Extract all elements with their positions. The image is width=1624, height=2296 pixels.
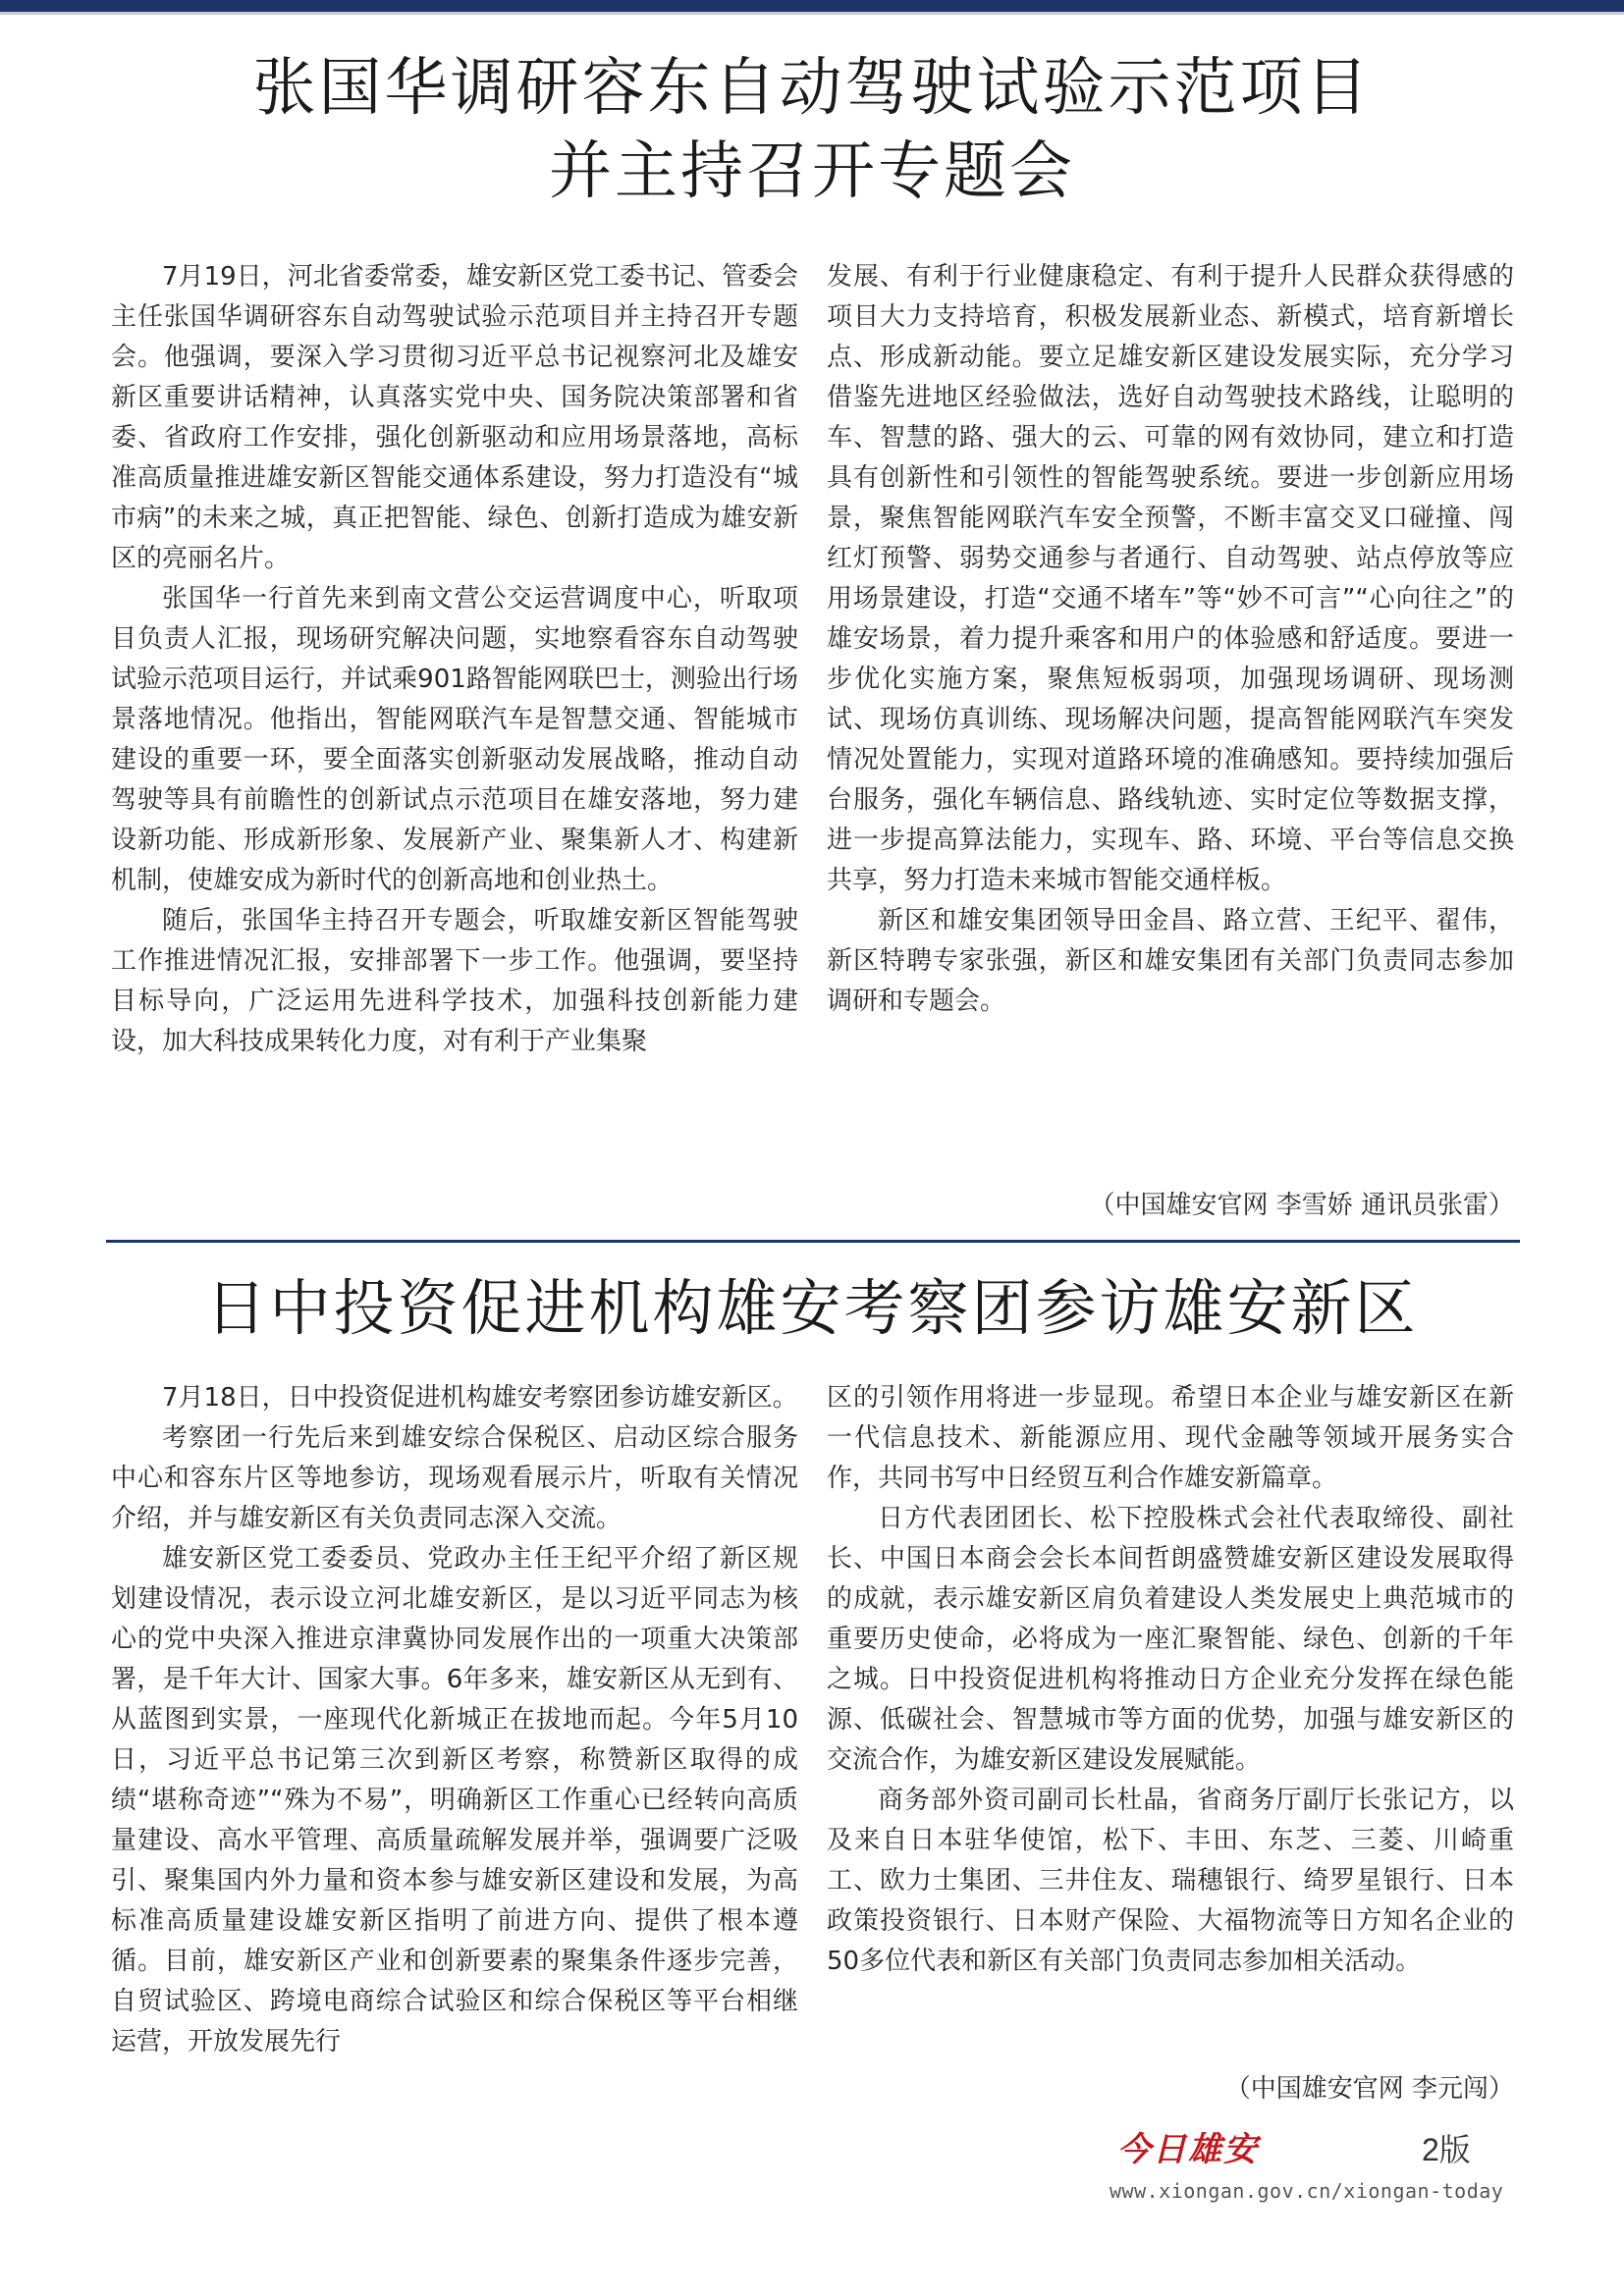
top-banner-bar xyxy=(0,0,1624,12)
article2-paragraph: 7月18日，日中投资促进机构雄安考察团参访雄安新区。 xyxy=(162,1383,798,1413)
article1-right-column xyxy=(827,257,1514,1022)
article2-title: 日中投资促进机构雄安考察团参访雄安新区 xyxy=(205,1272,1419,1344)
article1-title-line1: 张国华调研容东自动驾驶试验示范项目 xyxy=(252,52,1372,125)
article1-title-line2: 并主持召开专题会 xyxy=(549,135,1075,208)
article2-right-column xyxy=(827,1378,1514,1982)
article1-paragraph: 新区和雄安集团领导田金昌、路立营、王纪平、翟伟，新区特聘专家张强，新区和雄安集团有关部门负责同志参加调研和专题会。 xyxy=(827,906,1514,1016)
article1-credit: （中国雄安官网 李雪娇 通讯员张雷） xyxy=(1089,1191,1514,1220)
article2-paragraph-continued: 区的引领作用将进一步显现。希望日本企业与雄安新区在新一代信息技术、新能源应用、现代金融等领域开展务实合作，共同书写中日经贸互利合作雄安新篇章。 xyxy=(827,1383,1514,1493)
website-url: www.xiongan.gov.cn/xiongan-today xyxy=(1110,2179,1504,2203)
article2-paragraph: 日方代表团团长、松下控股株式会社代表取缔役、副社长、中国日本商会会长本间哲朗盛赞雄安新区建设发展取得的成就，表示雄安新区肩负着建设人类发展史上典范城市的重要历史使命，必将成为一座汇聚智能、绿色、创新的千年之城。日中投资促进机构将推动日方企业充分发挥在绿色能源、低碳社会、智慧城市等方面的优势，加强与雄安新区的交流合作，为雄安新区建设发展赋能。 xyxy=(827,1504,1514,1775)
article2-paragraph: 商务部外资司副司长杜晶，省商务厅副厅长张记方，以及来自日本驻华使馆，松下、丰田、东芝、三菱、川崎重工、欧力士集团、三井住友、瑞穗银行、绮罗星银行、日本政策投资银行、日本财产保险、大福物流等日方知名企业的50多位代表和新区有关部门负责同志参加相关活动。 xyxy=(827,1786,1514,1976)
newspaper-logo: 今日雄安 xyxy=(1117,2130,1259,2169)
article1-paragraph: 7月19日，河北省委常委，雄安新区党工委书记、管委会主任张国华调研容东自动驾驶试验示范项目并主持召开专题会。他强调，要深入学习贯彻习近平总书记视察河北及雄安新区重要讲话精神，认真落实党中央、国务院决策部署和省委、省政府工作安排，强化创新驱动和应用场景落地，高标准高质量推进雄安新区智能交通体系建设，努力打造没有“城市病”的未来之城，真正把智能、绿色、创新打造成为雄安新区的亮丽名片。 xyxy=(111,262,798,573)
article1-left-column xyxy=(111,257,798,1062)
article2-paragraph: 雄安新区党工委委员、党政办主任王纪平介绍了新区规划建设情况，表示设立河北雄安新区，是以习近平同志为核心的党中央深入推进京津冀协同发展作出的一项重大决策部署，是千年大计、国家大事。6年多来，雄安新区从无到有、从蓝图到实景，一座现代化新城正在拔地而起。今年5月10日，习近平总书记第三次到新区考察，称赞新区取得的成绩“堪称奇迹”“殊为不易”，明确新区工作重心已经转向高质量建设、高水平管理、高质量疏解发展并举，强调要广泛吸引、聚集国内外力量和资本参与雄安新区建设和发展，为高标准高质量建设雄安新区指明了前进方向、提供了根本遵循。目前，雄安新区产业和创新要素的聚集条件逐步完善，自贸试验区、跨境电商综合试验区和综合保税区等平台相继运营，开放发展先行 xyxy=(111,1544,798,2056)
article2-left-column xyxy=(111,1378,798,2062)
top-banner-underline xyxy=(0,12,1624,15)
page-number: 2版 xyxy=(1422,2132,1471,2167)
article2-credit: （中国雄安官网 李元闯） xyxy=(1224,2074,1514,2104)
article2-paragraph: 考察团一行先后来到雄安综合保税区、启动区综合服务中心和容东片区等地参访，现场观看展示片，听取有关情况介绍，并与雄安新区有关负责同志深入交流。 xyxy=(111,1423,798,1533)
article1-paragraph: 张国华一行首先来到南文营公交运营调度中心，听取项目负责人汇报，现场研究解决问题，实地察看容东自动驾驶试验示范项目运行，并试乘901路智能网联巴士，测验出行场景落地情况。他指出，智能网联汽车是智慧交通、智能城市建设的重要一环，要全面落实创新驱动发展战略，推动自动驾驶等具有前瞻性的创新试点示范项目在雄安落地，努力建设新功能、形成新形象、发展新产业、聚集新人才、构建新机制，使雄安成为新时代的创新高地和创业热土。 xyxy=(111,584,798,895)
article1-paragraph-continued: 发展、有利于行业健康稳定、有利于提升人民群众获得感的项目大力支持培育，积极发展新业态、新模式，培育新增长点、形成新动能。要立足雄安新区建设发展实际，充分学习借鉴先进地区经验做法，选好自动驾驶技术路线，让聪明的车、智慧的路、强大的云、可靠的网有效协同，建立和打造具有创新性和引领性的智能驾驶系统。要进一步创新应用场景，聚焦智能网联汽车安全预警，不断丰富交叉口碰撞、闯红灯预警、弱势交通参与者通行、自动驾驶、站点停放等应用场景建设，打造“交通不堵车”等“妙不可言”“心向往之”的雄安场景，着力提升乘客和用户的体验感和舒适度。要进一步优化实施方案，聚焦短板弱项，加强现场调研、现场测试、现场仿真训练、现场解决问题，提高智能网联汽车突发情况处置能力，实现对道路环境的准确感知。要持续加强后台服务，强化车辆信息、路线轨迹、实时定位等数据支撑，进一步提高算法能力，实现车、路、环境、平台等信息交换共享，努力打造未来城市智能交通样板。 xyxy=(827,262,1514,895)
article-divider xyxy=(106,1240,1520,1243)
article1-paragraph: 随后，张国华主持召开专题会，听取雄安新区智能驾驶工作推进情况汇报，安排部署下一步工作。他强调，要坚持目标导向，广泛运用先进科学技术，加强科技创新能力建设，加大科技成果转化力度，对有利于产业集聚 xyxy=(111,906,798,1056)
